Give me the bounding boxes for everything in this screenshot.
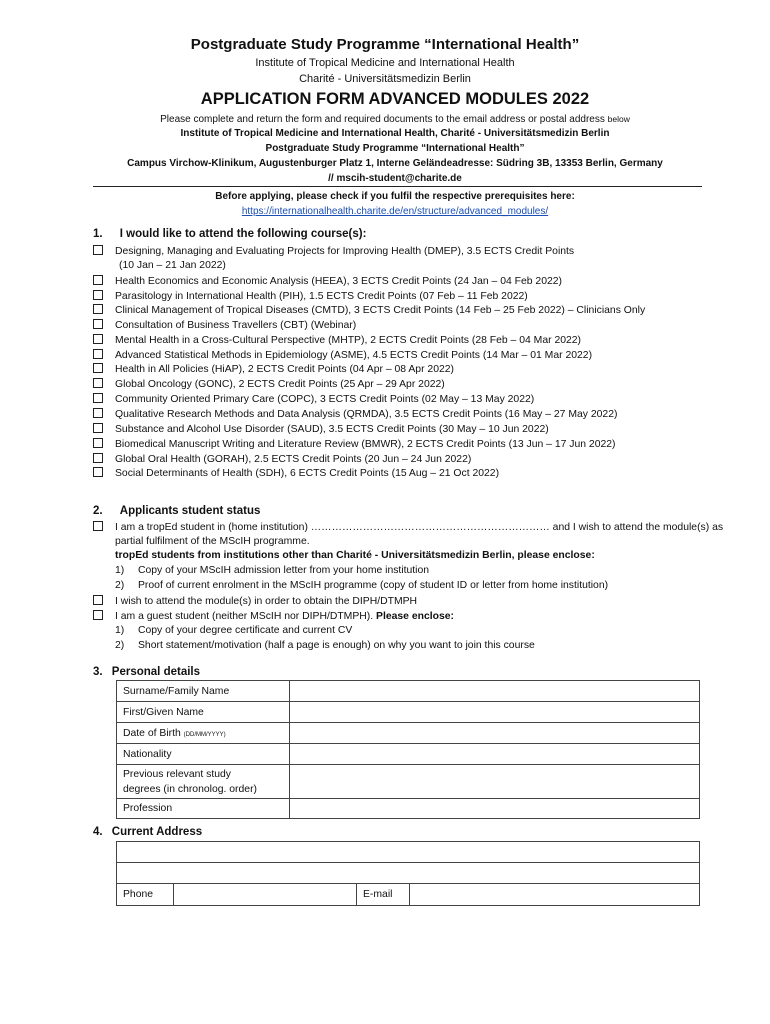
- course-label: Social Determinants of Health (SDH), 6 ECTS Credit Points (15 Aug – 21 Oct 2022): [115, 468, 500, 479]
- checkbox[interactable]: [93, 290, 103, 300]
- section-1-heading: [93, 228, 366, 240]
- course-label: Parasitology in International Health (PIH), 1.5 ECTS Credit Points (07 Feb – 11 Feb 2022): [115, 291, 528, 302]
- checkbox[interactable]: [93, 363, 103, 373]
- guest-enclose-note: Please enclose:: [376, 611, 454, 622]
- checkbox[interactable]: [93, 378, 103, 388]
- section-1-number: 1.: [93, 228, 103, 240]
- first-name-input[interactable]: [290, 702, 700, 723]
- course-option-mhtp[interactable]: [93, 334, 581, 346]
- surname-label: Surname/Family Name: [117, 681, 290, 702]
- checkbox[interactable]: [93, 334, 103, 344]
- troped-enclose-item-2: 2) Proof of current enrolment in the MScIH programme (copy of student ID or letter from home institution): [115, 580, 609, 591]
- checkbox[interactable]: [93, 349, 103, 359]
- checkbox[interactable]: [93, 245, 103, 255]
- profession-input[interactable]: [290, 799, 700, 819]
- checkbox[interactable]: [93, 275, 103, 285]
- status-option-label: I am a tropEd student in (home institution) …………………………………………………………… and I wish to attend the module(s) as: [115, 522, 724, 533]
- section-1-title: I would like to attend the following course(s):: [119, 228, 367, 240]
- troped-enclose-item-1: 1) Copy of your MScIH admission letter from your home institution: [115, 565, 430, 576]
- phone-label: Phone: [117, 884, 174, 906]
- surname-input[interactable]: [290, 681, 700, 702]
- address-email-line: // mscih-student@charite.de: [328, 173, 462, 184]
- email-label: E-mail: [357, 884, 410, 906]
- institute-name: Institute of Tropical Medicine and International Health: [255, 57, 515, 69]
- dob-format-hint: (DD/MM/YYYY): [183, 731, 226, 738]
- address-line-2-input[interactable]: [117, 863, 700, 884]
- guest-enclose-item-2: 2) Short statement/motivation (half a page is enough) on why you want to join this course: [115, 640, 535, 651]
- course-option-saud[interactable]: [93, 423, 549, 435]
- course-option-copc[interactable]: [93, 393, 534, 405]
- checkbox[interactable]: [93, 467, 103, 477]
- instructions-below: below: [607, 114, 630, 124]
- section-4-heading: [93, 826, 202, 838]
- guest-enclose-item-1: 1) Copy of your degree certificate and current CV: [115, 625, 353, 636]
- course-label: Health in All Policies (HiAP), 2 ECTS Credit Points (04 Apr – 08 Apr 2022): [115, 364, 455, 375]
- course-option-cmtd[interactable]: [93, 304, 645, 316]
- prerequisites-link-line: [0, 206, 770, 217]
- checkbox[interactable]: [93, 408, 103, 418]
- course-label: Qualitative Research Methods and Data Analysis (QRMDA), 3.5 ECTS Credit Points (16 May – 27 May 2022): [115, 409, 618, 420]
- degrees-input[interactable]: [290, 765, 700, 799]
- section-3-number: 3.: [93, 666, 103, 678]
- course-option-gorah[interactable]: [93, 453, 471, 465]
- course-option-bmwr[interactable]: [93, 438, 616, 450]
- profession-label: Profession: [117, 799, 290, 819]
- section-4-title: Current Address: [111, 826, 203, 838]
- programme-title: Postgraduate Study Programme “International Health”: [190, 36, 580, 53]
- course-label: Clinical Management of Tropical Diseases (CMTD), 3 ECTS Credit Points (14 Feb – 25 Feb 2022) – Clinicians Only: [115, 305, 646, 316]
- status-option-troped[interactable]: [93, 521, 723, 533]
- instructions-text: Please complete and return the form and required documents to the email address or postal address: [160, 114, 605, 125]
- course-label: Community Oriented Primary Care (COPC), 3 ECTS Credit Points (02 May – 13 May 2022): [115, 394, 535, 405]
- troped-enclose-note: tropEd students from institutions other than Charité - Universitätsmedizin Berlin, please enclose:: [115, 550, 595, 561]
- course-option-asme[interactable]: [93, 349, 592, 361]
- checkbox[interactable]: [93, 610, 103, 620]
- address-line-3: Campus Virchow-Klinikum, Augustenburger Platz 1, Interne Geländeadresse: Südring 3B, 13353 Berlin, Germany: [127, 158, 663, 169]
- form-title: APPLICATION FORM ADVANCED MODULES 2022: [200, 90, 590, 108]
- section-2-title: Applicants student status: [119, 505, 261, 517]
- course-label: Substance and Alcohol Use Disorder (SAUD), 3.5 ECTS Credit Points (30 May – 10 Jun 2022): [115, 424, 549, 435]
- course-label: Biomedical Manuscript Writing and Literature Review (BMWR), 2 ECTS Credit Points (13 Jun – 17 Jun 2022): [115, 439, 616, 450]
- status-option-troped-cont: partial fulfilment of the MScIH programme.: [115, 536, 310, 547]
- degrees-label: Previous relevant study degrees (in chronolog. order): [117, 765, 290, 799]
- course-dmep-dates: (10 Jan – 21 Jan 2022): [119, 260, 226, 271]
- personal-details-table: [116, 680, 700, 819]
- checkbox[interactable]: [93, 319, 103, 329]
- course-label: Advanced Statistical Methods in Epidemiology (ASME), 4.5 ECTS Credit Points (14 Mar – 01 Mar 2022): [115, 350, 593, 361]
- section-3-title: Personal details: [111, 666, 201, 678]
- address-line-1: Institute of Tropical Medicine and International Health, Charité - Universitätsmedizin Berlin: [180, 128, 610, 139]
- address-line-2: Postgraduate Study Programme “International Health”: [265, 143, 525, 154]
- course-label: Mental Health in a Cross-Cultural Perspective (MHTP), 2 ECTS Credit Points (28 Feb – 04 Mar 2022): [115, 335, 582, 346]
- status-option-label: I wish to attend the module(s) in order to obtain the DIPH/DTMPH: [115, 596, 418, 607]
- checkbox[interactable]: [93, 521, 103, 531]
- course-label: Consultation of Business Travellers (CBT) (Webinar): [115, 320, 357, 331]
- current-address-table: [116, 841, 700, 906]
- section-4-number: 4.: [93, 826, 103, 838]
- course-label: Health Economics and Economic Analysis (HEEA), 3 ECTS Credit Points (24 Jan – 04 Feb 2022): [115, 276, 563, 287]
- course-label: Global Oral Health (GORAH), 2.5 ECTS Credit Points (20 Jun – 24 Jun 2022): [115, 454, 472, 465]
- course-label: Designing, Managing and Evaluating Projects for Improving Health (DMEP), 3.5 ECTS Credit Points: [115, 246, 575, 257]
- status-option-diph[interactable]: [93, 595, 417, 607]
- first-name-label: First/Given Name: [117, 702, 290, 723]
- phone-input[interactable]: [174, 884, 357, 906]
- checkbox[interactable]: [93, 453, 103, 463]
- course-option-cbt[interactable]: [93, 319, 356, 331]
- prerequisites-link[interactable]: https://internationalhealth.charite.de/en/structure/advanced_modules/: [241, 206, 549, 217]
- checkbox[interactable]: [93, 393, 103, 403]
- checkbox[interactable]: [93, 423, 103, 433]
- course-label: Global Oncology (GONC), 2 ECTS Credit Points (25 Apr – 29 Apr 2022): [115, 379, 445, 390]
- status-option-guest[interactable]: [93, 610, 454, 622]
- checkbox[interactable]: [93, 304, 103, 314]
- nationality-input[interactable]: [290, 744, 700, 765]
- address-line-1-input[interactable]: [117, 842, 700, 863]
- university-name: Charité - Universitätsmedizin Berlin: [299, 73, 471, 85]
- course-option-heea[interactable]: [93, 275, 562, 287]
- course-option-gonc[interactable]: [93, 378, 445, 390]
- course-option-sdh[interactable]: [93, 467, 499, 479]
- section-2-heading: [93, 505, 260, 517]
- instructions-line: [0, 114, 770, 125]
- section-2-number: 2.: [93, 505, 103, 517]
- course-option-hiap[interactable]: [93, 363, 454, 375]
- course-option-qrmda[interactable]: [93, 408, 617, 420]
- dob-input[interactable]: [290, 723, 700, 744]
- nationality-label: Nationality: [117, 744, 290, 765]
- header-divider: [93, 186, 702, 187]
- checkbox[interactable]: [93, 595, 103, 605]
- email-input[interactable]: [410, 884, 700, 906]
- dob-label: Date of Birth (DD/MM/YYYY): [117, 723, 290, 744]
- course-option-dmep[interactable]: [93, 245, 574, 257]
- section-3-heading: [93, 666, 200, 678]
- status-option-label: I am a guest student (neither MScIH nor DIPH/DTMPH).: [115, 611, 374, 622]
- prerequisites-note: Before applying, please check if you fulfil the respective prerequisites here:: [215, 191, 575, 202]
- course-option-pih[interactable]: [93, 290, 528, 302]
- checkbox[interactable]: [93, 438, 103, 448]
